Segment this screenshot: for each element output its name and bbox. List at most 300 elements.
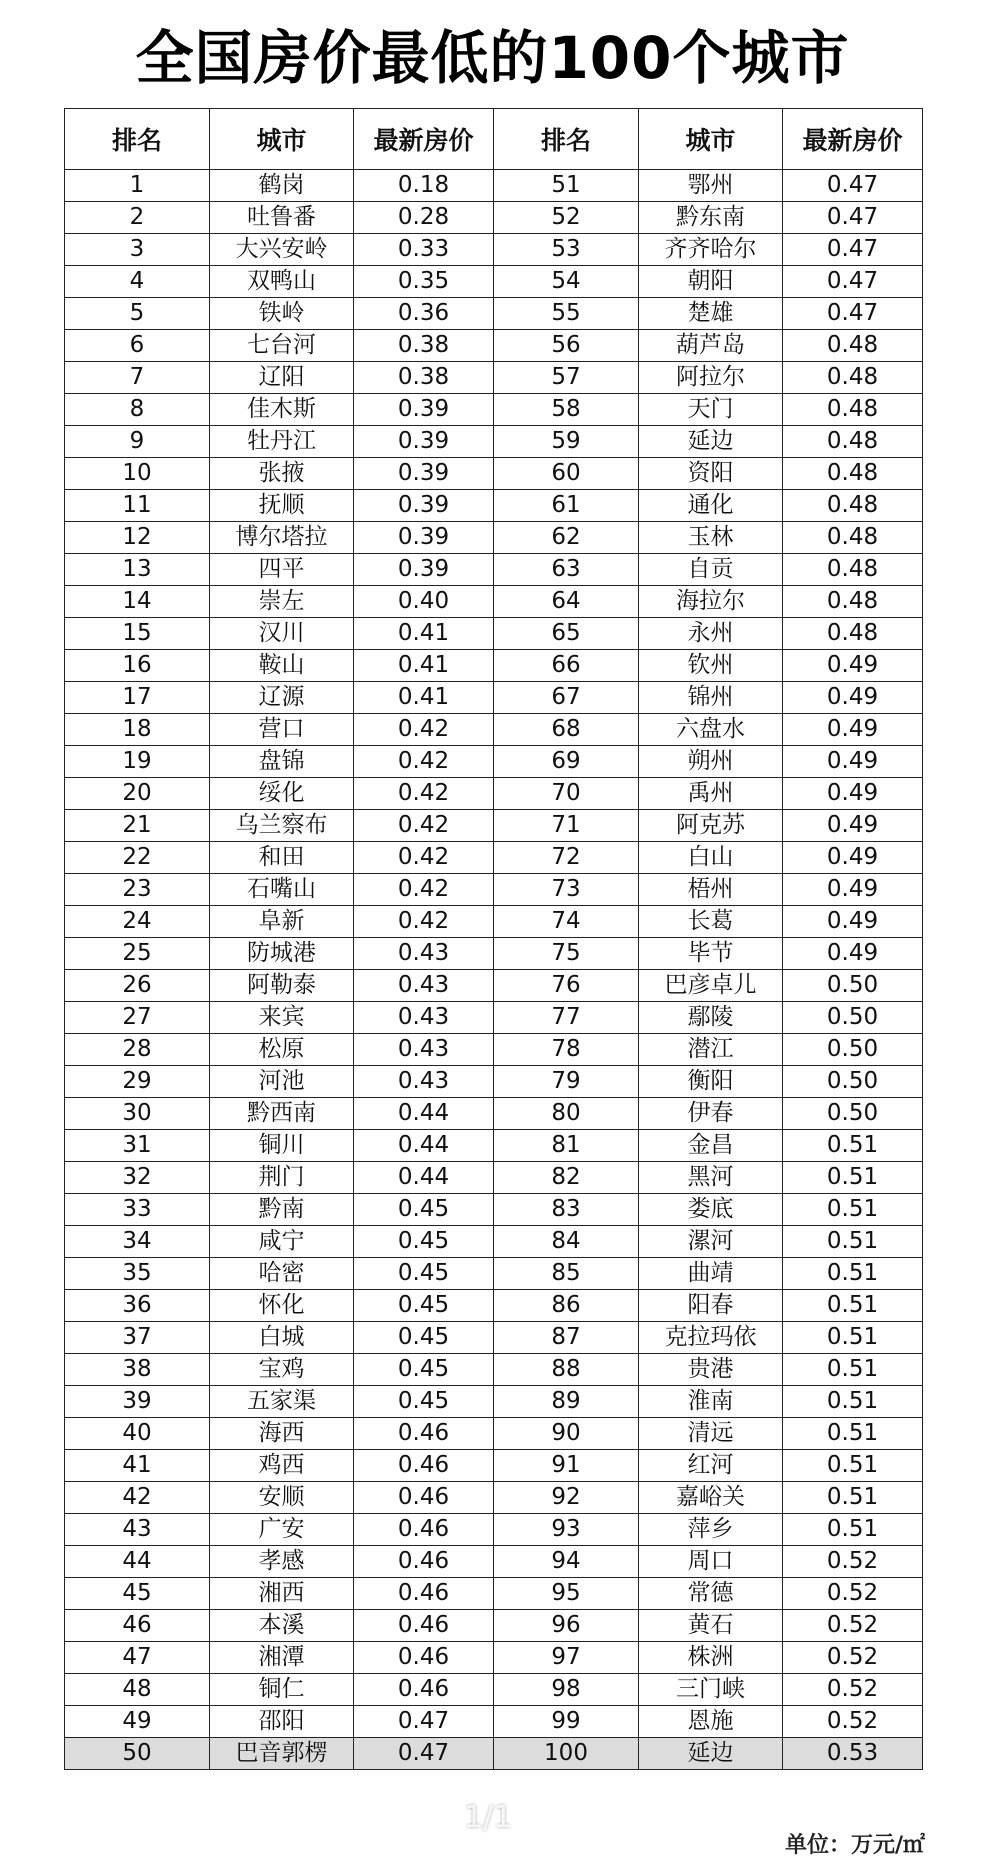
right-price-cell: 0.49 [783,746,923,778]
right-city-cell: 漯河 [639,1226,783,1258]
table-row [65,1546,923,1578]
left-rank-cell: 1 [65,170,210,202]
table-row [65,1034,923,1066]
left-rank-cell: 31 [65,1130,210,1162]
left-price-cell: 0.42 [354,778,494,810]
right-price-cell: 0.51 [783,1482,923,1514]
right-city-cell: 淮南 [639,1386,783,1418]
right-price-cell: 0.52 [783,1546,923,1578]
table-row [65,1354,923,1386]
left-price-cell: 0.46 [354,1482,494,1514]
left-city-cell: 阿勒泰 [210,970,354,1002]
left-rank-cell: 2 [65,202,210,234]
right-rank-cell: 63 [494,554,639,586]
right-city-cell: 通化 [639,490,783,522]
right-price-cell: 0.52 [783,1610,923,1642]
table-row [65,362,923,394]
right-city-cell: 六盘水 [639,714,783,746]
right-rank-cell: 66 [494,650,639,682]
right-city-cell: 锦州 [639,682,783,714]
right-price-cell: 0.48 [783,426,923,458]
table-row [65,682,923,714]
right-city-cell: 常德 [639,1578,783,1610]
left-price-cell: 0.39 [354,394,494,426]
left-city-cell: 辽源 [210,682,354,714]
left-rank-cell: 35 [65,1258,210,1290]
left-rank-cell: 33 [65,1194,210,1226]
table-row [65,522,923,554]
left-city-cell: 乌兰察布 [210,810,354,842]
right-price-cell: 0.51 [783,1450,923,1482]
right-rank-cell: 57 [494,362,639,394]
table-row [65,1738,923,1770]
left-price-cell: 0.46 [354,1642,494,1674]
left-city-cell: 石嘴山 [210,874,354,906]
left-price-cell: 0.36 [354,298,494,330]
right-rank-cell: 79 [494,1066,639,1098]
right-rank-cell: 52 [494,202,639,234]
left-city-cell: 怀化 [210,1290,354,1322]
left-price-cell: 0.44 [354,1130,494,1162]
left-city-cell: 河池 [210,1066,354,1098]
right-rank-cell: 76 [494,970,639,1002]
table-row [65,1322,923,1354]
left-rank-cell: 43 [65,1514,210,1546]
right-rank-cell: 89 [494,1386,639,1418]
right-price-cell: 0.52 [783,1642,923,1674]
right-price-cell: 0.51 [783,1418,923,1450]
right-rank-cell: 84 [494,1226,639,1258]
right-city-cell: 周口 [639,1546,783,1578]
left-rank-cell: 49 [65,1706,210,1738]
table-row [65,1162,923,1194]
ranking-table [64,108,923,1770]
right-price-cell: 0.51 [783,1194,923,1226]
right-city-cell: 延边 [639,426,783,458]
left-city-cell: 鹤岗 [210,170,354,202]
left-price-cell: 0.46 [354,1418,494,1450]
table-row [65,1706,923,1738]
right-city-cell: 三门峡 [639,1674,783,1706]
left-rank-cell: 14 [65,586,210,618]
right-city-cell: 海拉尔 [639,586,783,618]
right-city-cell: 齐齐哈尔 [639,234,783,266]
left-price-cell: 0.46 [354,1450,494,1482]
right-price-cell: 0.50 [783,1034,923,1066]
right-rank-cell: 95 [494,1578,639,1610]
left-rank-cell: 15 [65,618,210,650]
left-city-cell: 牡丹江 [210,426,354,458]
left-price-cell: 0.45 [354,1322,494,1354]
right-city-cell: 巴彦卓儿 [639,970,783,1002]
left-rank-cell: 34 [65,1226,210,1258]
left-rank-cell: 42 [65,1482,210,1514]
right-rank-cell: 90 [494,1418,639,1450]
left-city-cell: 绥化 [210,778,354,810]
left-rank-cell: 24 [65,906,210,938]
right-city-cell: 嘉峪关 [639,1482,783,1514]
table-row [65,426,923,458]
right-rank-cell: 67 [494,682,639,714]
right-city-cell: 伊春 [639,1098,783,1130]
right-rank-cell: 94 [494,1546,639,1578]
left-city-cell: 和田 [210,842,354,874]
table-row [65,1482,923,1514]
right-rank-cell: 80 [494,1098,639,1130]
left-rank-cell: 30 [65,1098,210,1130]
right-price-cell: 0.51 [783,1258,923,1290]
left-city-cell: 宝鸡 [210,1354,354,1386]
left-rank-cell: 47 [65,1642,210,1674]
left-price-cell: 0.38 [354,330,494,362]
left-rank-cell: 48 [65,1674,210,1706]
left-city-cell: 邵阳 [210,1706,354,1738]
table-row [65,394,923,426]
right-price-cell: 0.51 [783,1322,923,1354]
left-rank-cell: 17 [65,682,210,714]
left-price-cell: 0.41 [354,682,494,714]
left-price-cell: 0.42 [354,810,494,842]
left-city-cell: 汉川 [210,618,354,650]
right-rank-cell: 60 [494,458,639,490]
left-city-cell: 海西 [210,1418,354,1450]
left-price-cell: 0.42 [354,906,494,938]
left-city-cell: 来宾 [210,1002,354,1034]
left-price-cell: 0.47 [354,1706,494,1738]
right-rank-cell: 74 [494,906,639,938]
table-row [65,1098,923,1130]
left-city-cell: 安顺 [210,1482,354,1514]
left-city-cell: 五家渠 [210,1386,354,1418]
right-rank-cell: 68 [494,714,639,746]
left-city-cell: 张掖 [210,458,354,490]
right-city-cell: 资阳 [639,458,783,490]
left-rank-cell: 11 [65,490,210,522]
table-row [65,1066,923,1098]
left-price-cell: 0.41 [354,650,494,682]
left-rank-cell: 3 [65,234,210,266]
right-rank-cell: 81 [494,1130,639,1162]
left-price-cell: 0.43 [354,1066,494,1098]
right-rank-cell: 97 [494,1642,639,1674]
left-price-cell: 0.39 [354,490,494,522]
right-price-cell: 0.47 [783,170,923,202]
right-city-cell: 衡阳 [639,1066,783,1098]
right-city-cell: 黑河 [639,1162,783,1194]
right-city-cell: 克拉玛依 [639,1322,783,1354]
right-city-cell: 鄢陵 [639,1002,783,1034]
left-rank-cell: 29 [65,1066,210,1098]
right-city-cell: 梧州 [639,874,783,906]
left-price-cell: 0.39 [354,458,494,490]
left-price-cell: 0.45 [354,1386,494,1418]
right-rank-cell: 83 [494,1194,639,1226]
right-price-cell: 0.51 [783,1514,923,1546]
right-price-cell: 0.49 [783,938,923,970]
header-price-left: 最新房价 [354,109,494,170]
right-city-cell: 延边 [639,1738,783,1770]
right-city-cell: 恩施 [639,1706,783,1738]
table-row [65,554,923,586]
table-body [65,170,923,1770]
left-city-cell: 本溪 [210,1610,354,1642]
right-city-cell: 黔东南 [639,202,783,234]
left-rank-cell: 6 [65,330,210,362]
right-price-cell: 0.49 [783,842,923,874]
left-city-cell: 铁岭 [210,298,354,330]
right-price-cell: 0.48 [783,522,923,554]
left-price-cell: 0.46 [354,1546,494,1578]
right-rank-cell: 58 [494,394,639,426]
right-rank-cell: 91 [494,1450,639,1482]
right-rank-cell: 78 [494,1034,639,1066]
left-price-cell: 0.40 [354,586,494,618]
left-city-cell: 抚顺 [210,490,354,522]
left-price-cell: 0.47 [354,1738,494,1770]
right-rank-cell: 86 [494,1290,639,1322]
right-price-cell: 0.48 [783,458,923,490]
table-row [65,1194,923,1226]
left-city-cell: 崇左 [210,586,354,618]
right-price-cell: 0.52 [783,1674,923,1706]
right-rank-cell: 56 [494,330,639,362]
header-rank-left: 排名 [65,109,210,170]
right-city-cell: 楚雄 [639,298,783,330]
right-city-cell: 禹州 [639,778,783,810]
table-row [65,1002,923,1034]
left-rank-cell: 12 [65,522,210,554]
right-price-cell: 0.52 [783,1706,923,1738]
right-rank-cell: 73 [494,874,639,906]
left-city-cell: 孝感 [210,1546,354,1578]
right-price-cell: 0.48 [783,394,923,426]
left-price-cell: 0.44 [354,1098,494,1130]
table-row [65,746,923,778]
right-price-cell: 0.50 [783,1098,923,1130]
right-price-cell: 0.48 [783,618,923,650]
page-title: 全国房价最低的100个城市 [135,24,850,92]
right-rank-cell: 51 [494,170,639,202]
right-price-cell: 0.49 [783,906,923,938]
left-price-cell: 0.39 [354,554,494,586]
right-city-cell: 毕节 [639,938,783,970]
right-rank-cell: 71 [494,810,639,842]
right-rank-cell: 85 [494,1258,639,1290]
table-row [65,1578,923,1610]
left-rank-cell: 27 [65,1002,210,1034]
left-rank-cell: 9 [65,426,210,458]
left-rank-cell: 39 [65,1386,210,1418]
table-row [65,202,923,234]
right-rank-cell: 65 [494,618,639,650]
left-city-cell: 吐鲁番 [210,202,354,234]
right-city-cell: 朔州 [639,746,783,778]
left-city-cell: 鸡西 [210,1450,354,1482]
right-price-cell: 0.52 [783,1578,923,1610]
right-rank-cell: 93 [494,1514,639,1546]
right-price-cell: 0.51 [783,1290,923,1322]
left-price-cell: 0.42 [354,874,494,906]
table-row [65,1514,923,1546]
left-rank-cell: 8 [65,394,210,426]
right-price-cell: 0.49 [783,810,923,842]
table-row [65,490,923,522]
left-city-cell: 盘锦 [210,746,354,778]
table-row [65,1610,923,1642]
right-price-cell: 0.50 [783,970,923,1002]
left-price-cell: 0.41 [354,618,494,650]
right-rank-cell: 100 [494,1738,639,1770]
right-city-cell: 玉林 [639,522,783,554]
left-price-cell: 0.38 [354,362,494,394]
left-city-cell: 阜新 [210,906,354,938]
right-price-cell: 0.48 [783,490,923,522]
left-city-cell: 铜川 [210,1130,354,1162]
table-row [65,298,923,330]
left-price-cell: 0.43 [354,1034,494,1066]
left-city-cell: 防城港 [210,938,354,970]
left-rank-cell: 37 [65,1322,210,1354]
table-row [65,810,923,842]
right-rank-cell: 99 [494,1706,639,1738]
right-city-cell: 鄂州 [639,170,783,202]
right-city-cell: 自贡 [639,554,783,586]
left-price-cell: 0.46 [354,1514,494,1546]
table-row [65,906,923,938]
right-city-cell: 贵港 [639,1354,783,1386]
left-rank-cell: 40 [65,1418,210,1450]
left-city-cell: 咸宁 [210,1226,354,1258]
right-city-cell: 阳春 [639,1290,783,1322]
right-rank-cell: 87 [494,1322,639,1354]
right-city-cell: 清远 [639,1418,783,1450]
right-rank-cell: 96 [494,1610,639,1642]
right-city-cell: 金昌 [639,1130,783,1162]
right-rank-cell: 75 [494,938,639,970]
left-price-cell: 0.42 [354,746,494,778]
left-rank-cell: 18 [65,714,210,746]
right-price-cell: 0.47 [783,202,923,234]
left-price-cell: 0.44 [354,1162,494,1194]
left-rank-cell: 25 [65,938,210,970]
left-rank-cell: 36 [65,1290,210,1322]
right-city-cell: 萍乡 [639,1514,783,1546]
right-rank-cell: 55 [494,298,639,330]
left-city-cell: 佳木斯 [210,394,354,426]
left-city-cell: 湘潭 [210,1642,354,1674]
left-rank-cell: 13 [65,554,210,586]
right-price-cell: 0.49 [783,650,923,682]
right-rank-cell: 61 [494,490,639,522]
right-price-cell: 0.48 [783,554,923,586]
header-city-left: 城市 [210,109,354,170]
table-row [65,1642,923,1674]
right-rank-cell: 54 [494,266,639,298]
right-rank-cell: 69 [494,746,639,778]
left-price-cell: 0.46 [354,1674,494,1706]
right-price-cell: 0.51 [783,1130,923,1162]
right-price-cell: 0.51 [783,1226,923,1258]
right-price-cell: 0.47 [783,234,923,266]
left-rank-cell: 26 [65,970,210,1002]
header-price-right: 最新房价 [783,109,923,170]
table-row [65,778,923,810]
left-price-cell: 0.45 [354,1290,494,1322]
table-row [65,1290,923,1322]
right-city-cell: 潜江 [639,1034,783,1066]
right-price-cell: 0.49 [783,682,923,714]
left-price-cell: 0.43 [354,938,494,970]
left-city-cell: 黔西南 [210,1098,354,1130]
right-rank-cell: 82 [494,1162,639,1194]
left-price-cell: 0.45 [354,1226,494,1258]
right-rank-cell: 92 [494,1482,639,1514]
right-price-cell: 0.47 [783,266,923,298]
right-city-cell: 曲靖 [639,1258,783,1290]
unit-label: 单位：万元/㎡ [784,1833,925,1858]
left-rank-cell: 10 [65,458,210,490]
left-price-cell: 0.46 [354,1578,494,1610]
table-row [65,1258,923,1290]
table-row [65,1674,923,1706]
left-rank-cell: 38 [65,1354,210,1386]
left-rank-cell: 7 [65,362,210,394]
table-header-row [65,109,923,170]
right-rank-cell: 53 [494,234,639,266]
left-rank-cell: 41 [65,1450,210,1482]
right-rank-cell: 70 [494,778,639,810]
table-row [65,458,923,490]
right-rank-cell: 64 [494,586,639,618]
left-rank-cell: 28 [65,1034,210,1066]
table-row [65,618,923,650]
table-row [65,1130,923,1162]
left-price-cell: 0.42 [354,714,494,746]
table-row [65,938,923,970]
header-city-right: 城市 [639,109,783,170]
right-city-cell: 阿拉尔 [639,362,783,394]
left-rank-cell: 23 [65,874,210,906]
table-row [65,1386,923,1418]
table-row [65,266,923,298]
right-price-cell: 0.53 [783,1738,923,1770]
left-rank-cell: 44 [65,1546,210,1578]
left-city-cell: 双鸭山 [210,266,354,298]
left-rank-cell: 21 [65,810,210,842]
table-row [65,1450,923,1482]
left-city-cell: 松原 [210,1034,354,1066]
left-rank-cell: 45 [65,1578,210,1610]
left-city-cell: 四平 [210,554,354,586]
table-row [65,234,923,266]
left-city-cell: 荆门 [210,1162,354,1194]
table-row [65,1226,923,1258]
table-row [65,874,923,906]
right-city-cell: 天门 [639,394,783,426]
left-rank-cell: 22 [65,842,210,874]
left-city-cell: 铜仁 [210,1674,354,1706]
left-rank-cell: 46 [65,1610,210,1642]
left-price-cell: 0.28 [354,202,494,234]
page-indicator: 1/1 [464,1800,513,1835]
right-price-cell: 0.51 [783,1162,923,1194]
left-rank-cell: 32 [65,1162,210,1194]
right-rank-cell: 72 [494,842,639,874]
left-price-cell: 0.43 [354,970,494,1002]
left-price-cell: 0.39 [354,522,494,554]
left-city-cell: 哈密 [210,1258,354,1290]
left-rank-cell: 20 [65,778,210,810]
